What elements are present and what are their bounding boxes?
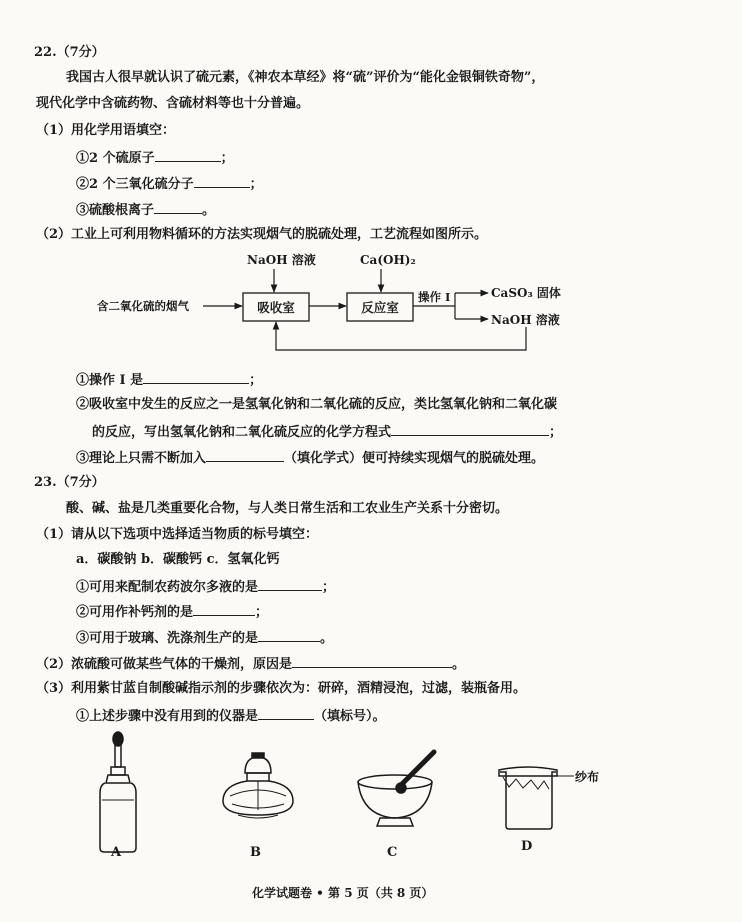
q22-p1a-punct: ； — [220, 151, 234, 166]
q22-p2c-text2: （填化学式）便可持续实现烟气的脱硫处理。 — [284, 451, 545, 466]
caso3-product-label: CaSO₃ 固体 — [491, 286, 561, 300]
q22-p2a-punct: ； — [249, 373, 263, 388]
q23-part2-text: （2）浓硫酸可做某些气体的干燥剂，原因是 — [36, 657, 293, 672]
q22-p2c — [76, 448, 544, 468]
q22-intro-line2: 现代化学中含硫药物、含硫材料等也十分普遍。 — [36, 96, 310, 111]
q22-p2a — [76, 370, 262, 390]
answer-blank[interactable] — [206, 448, 284, 462]
q22-p1a-text: ①2 个硫原子 — [76, 151, 155, 166]
q23-p1c-punct: 。 — [320, 631, 334, 646]
q22-p1b-punct: ； — [249, 177, 263, 192]
q22-p1c — [76, 200, 215, 220]
answer-blank[interactable] — [193, 602, 255, 616]
q23-p1a-punct: ； — [322, 580, 336, 595]
gauze-label: 纱布 — [575, 770, 600, 784]
beaker-gauze-icon — [499, 767, 574, 829]
q22-p1a — [76, 148, 234, 168]
q23-p1a-text: ①可用来配制农药波尔多液的是 — [76, 580, 259, 595]
instrument-c-label: C — [387, 845, 398, 860]
answer-blank[interactable] — [143, 370, 249, 384]
naoh-input-label: NaOH 溶液 — [247, 253, 316, 267]
q23-part3: （3）利用紫甘蓝自制酸碱指示剂的步骤依次为：研碎，酒精浸泡，过滤，装瓶备用。 — [36, 681, 527, 696]
q23-p3a-text2: （填标号）。 — [314, 709, 386, 724]
q23-p1c — [76, 628, 333, 648]
answer-blank[interactable] — [258, 577, 322, 591]
q23-p1b — [76, 602, 268, 622]
reaction-room-label: 反应室 — [361, 300, 399, 315]
q22-part1: （1）用化学用语填空： — [36, 123, 176, 138]
flue-gas-label: 含二氧化硫的烟气 — [97, 299, 189, 313]
answer-blank[interactable] — [154, 200, 202, 214]
q22-p2c-text1: ③理论上只需不断加入 — [76, 451, 207, 466]
caoh2-input-label: Ca(OH)₂ — [360, 253, 416, 267]
q23-p3a-text1: ①上述步骤中没有用到的仪器是 — [76, 709, 259, 724]
desulfurization-flow-diagram — [0, 248, 742, 368]
recycle-loop-arrow — [276, 322, 526, 350]
q22-p1b-text: ②2 个三氧化硫分子 — [76, 177, 194, 192]
q23-part1: （1）请从以下选项中选择适当物质的标号填空： — [36, 527, 319, 542]
q23-part2-punct: 。 — [452, 657, 466, 672]
q22-p2b-text: 的反应，写出氢氧化钠和二氧化硫反应的化学方程式 — [92, 425, 392, 440]
answer-blank[interactable] — [391, 422, 549, 436]
q23-p1b-text: ②可用作补钙剂的是 — [76, 605, 194, 620]
q23-intro: 酸、碱、盐是几类重要化合物，与人类日常生活和工农业生产关系十分密切。 — [66, 501, 509, 516]
q23-p1b-punct: ； — [255, 605, 269, 620]
q22-p2b-line1: ②吸收室中发生的反应之一是氢氧化钠和二氧化硫的反应，类比氢氧化钠和二氧化碳 — [76, 397, 558, 412]
q22-p2b-punct: ； — [549, 425, 563, 440]
answer-blank[interactable] — [194, 174, 250, 188]
q22-p2a-text: ①操作 I 是 — [76, 373, 144, 388]
mortar-pestle-icon — [358, 752, 434, 826]
q23-p1c-text: ③可用于玻璃、洗涤剂生产的是 — [76, 631, 259, 646]
instrument-b-label: B — [250, 845, 261, 860]
dropper-bottle-icon — [100, 732, 136, 852]
answer-blank[interactable] — [258, 706, 314, 720]
q22-part2: （2）工业上可利用物料循环的方法实现烟气的脱硫处理，工艺流程如图所示。 — [36, 227, 488, 242]
instrument-d-label: D — [521, 839, 533, 854]
q22-intro-line1: 我国古人很早就认识了硫元素，《神农本草经》将“硫”评价为“能化金银铜铁奇物”， — [66, 70, 545, 85]
absorption-room-label: 吸收室 — [257, 300, 295, 315]
q22-header: 22.（7分） — [34, 45, 105, 60]
answer-blank[interactable] — [258, 628, 320, 642]
instrument-a-label: A — [111, 845, 122, 860]
q23-part2 — [36, 654, 465, 674]
answer-blank[interactable] — [292, 654, 452, 668]
naoh-product-label: NaOH 溶液 — [491, 313, 560, 327]
q23-p3a — [76, 706, 386, 726]
operation-i-label: 操作 I — [418, 290, 451, 304]
q23-options: a．碳酸钠 b．碳酸钙 c．氢氧化钙 — [76, 552, 280, 567]
instruments-figure — [0, 730, 742, 860]
q22-p1b — [76, 174, 263, 194]
q22-p1c-text: ③硫酸根离子 — [76, 203, 155, 218]
q23-header: 23.（7分） — [34, 475, 105, 490]
answer-blank[interactable] — [155, 148, 221, 162]
q23-p1a — [76, 577, 335, 597]
alcohol-lamp-icon — [223, 753, 293, 818]
q22-p1c-punct: 。 — [202, 203, 216, 218]
q22-p2b-line2 — [92, 422, 562, 442]
page-footer: 化学试题卷 • 第 5 页（共 8 页） — [252, 886, 434, 900]
